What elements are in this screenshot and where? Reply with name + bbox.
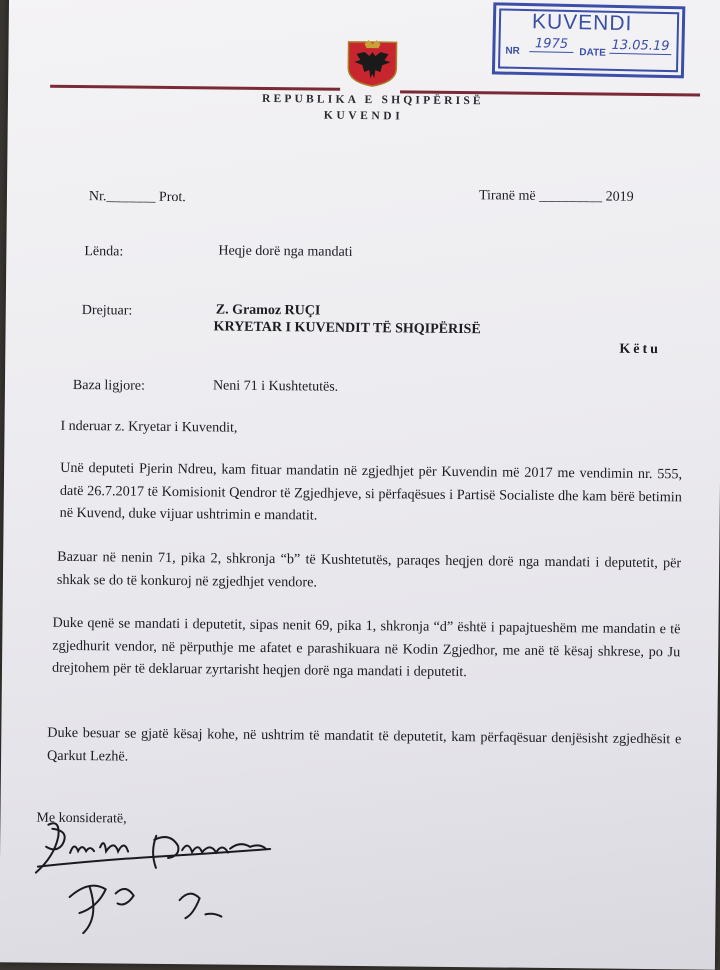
subject-value: Heqje dorë nga mandati [218,243,353,260]
legal-basis-label: Baza ligjore: [72,377,145,394]
stamp-date-label: DATE [579,47,606,59]
legal-basis-value: Neni 71 i Kushtetutës. [212,378,339,395]
handwritten-signature-icon [29,817,290,945]
letter-date: Tiranë më _________ 2019 [478,188,634,205]
body-paragraph: Duke qenë se mandati i deputetit, sipas nenit 69, pika 1, shkronja “d” është i papajtueshëm me mandatin e të zgjedhurit vendor, në përputhje me afatet e parashikuara në Kodin Zgjedhor, me anë të kësaj shkrese, po Ju drejtohem për të deklaruar zyrtarisht heqjen dorë nga mandati i deputetit. [51,614,681,681]
albanian-eagle-emblem-icon [344,38,401,94]
subject-label: Lënda: [84,244,124,260]
letterhead-rule-left [50,85,340,91]
closing: Me konsideratë, [36,810,127,827]
stamp-title: KUVENDI [531,10,633,36]
stamp-nr-label: NR [505,45,520,57]
addressee-label: Drejtuar: [81,303,133,319]
body-paragraph: Unë deputeti Pjerin Ndreu, kam fituar mandatin në zgjedhjet për Kuvendin më 2017 me vendimin nr. 555, datë 26.7.2017 të Komisionit Qendror të Zgjedhjeve, si përfaqësues i Partisë Socialiste dhe kam bërë betimin në Kuvend, duke vijuar ushtrimin e mandatit. [59,459,683,524]
body-paragraph: Duke besuar se gjatë kësaj kohe, në ushtrim të mandatit të deputetit, kam përfaqësuar denjësisht zgjedhësit e Qarkut Lezhë. [47,724,682,765]
body-paragraph: Bazuar në nenin 71, pika 2, shkronja “b” të Kushtetutës, paraqes heqjen dorë nga mandati i deputetit, për shkak se do të konkuroj në zgjedhjet vendore. [56,548,682,591]
stamp-nr-value: 1975 [529,36,573,53]
letterhead-republic: REPUBLIKA E SHQIPËRISË [261,92,484,108]
letterhead-kuvendi: KUVENDI [323,109,404,123]
protocol-number: Nr._______ Prot. [88,189,186,206]
salutation: I nderuar z. Kryetar i Kuvendit, [60,418,238,436]
addressee-location: Këtu [619,341,662,358]
stamp-date-value: 13.05.19 [609,38,671,55]
registration-stamp [492,2,685,78]
addressee-title: KRYETAR I KUVENDIT TË SHQIPËRISË [213,319,481,338]
addressee-name: Z. Gramoz RUÇI [215,302,321,319]
